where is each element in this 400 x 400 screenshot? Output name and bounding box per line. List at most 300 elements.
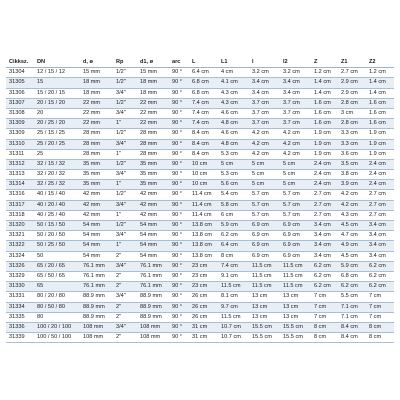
- table-cell-l2: 5.7 cm: [283, 201, 300, 208]
- table-cell-cikksz: 31320: [9, 222, 25, 228]
- table-cell-z2: 3.4 cm: [369, 232, 386, 239]
- table-cell-l2: 15.5 cm: [283, 334, 303, 341]
- table-cell-d-dia: 22 mm: [83, 109, 101, 116]
- table-cell-l-small: 15.5 cm: [252, 334, 272, 341]
- table-row: [6, 108, 394, 118]
- table-cell-d-dia: 54 mm: [83, 242, 101, 249]
- table-cell-l-small: 4.2 cm: [252, 150, 269, 157]
- table-cell-d1-dia: 76.1 mm: [140, 283, 162, 290]
- table-cell-rp: 2": [116, 252, 122, 259]
- table-cell-z: 3.4 cm: [314, 242, 331, 249]
- table-cell-z1: 4.5 cm: [341, 222, 358, 228]
- table-cell-l1: 9.7 cm: [221, 303, 238, 310]
- table-cell-dn: 25: [37, 150, 44, 157]
- column-header-l-small: l: [249, 58, 280, 68]
- table-cell-l1: 4 cm: [221, 69, 234, 76]
- table-cell-cikksz: 31310: [9, 140, 25, 147]
- table-cell-l: 13.8 cm: [192, 222, 212, 228]
- table-cell-l2: 13 cm: [283, 313, 299, 320]
- table-cell-z1: 2.8 cm: [341, 99, 358, 106]
- column-header-arc: arc: [169, 58, 189, 68]
- table-cell-l1: 9.1 cm: [221, 272, 238, 279]
- table-cell-dn: 65 / 20 / 65: [37, 262, 65, 269]
- table-cell-l: 31 cm: [192, 334, 208, 341]
- table-cell-dn: 15: [37, 79, 44, 86]
- table-cell-rp: 3/4": [116, 232, 126, 239]
- table-cell-l2: 5.7 cm: [283, 211, 300, 218]
- table-cell-z: 1.9 cm: [314, 130, 331, 137]
- table-cell-rp: 3/4": [116, 109, 126, 116]
- table-cell-z1: 2.9 cm: [341, 89, 358, 96]
- table-cell-rp: 3/4": [116, 89, 126, 96]
- table-cell-d1-dia: 54 mm: [140, 252, 158, 259]
- table-cell-arc: 90 °: [172, 242, 183, 249]
- table-cell-l2: 3.4 cm: [283, 79, 300, 86]
- table-cell-d-dia: 35 mm: [83, 181, 101, 188]
- table-cell-l1: 5.3 cm: [221, 171, 238, 178]
- table-cell-l-small: 6.9 cm: [252, 232, 269, 239]
- table-cell-cikksz: 31307: [9, 99, 25, 106]
- column-header-dn: DN: [34, 58, 80, 68]
- table-cell-z1: 7.1 cm: [341, 303, 358, 310]
- table-cell-arc: 90 °: [172, 130, 183, 137]
- table-cell-rp: 1/2": [116, 160, 126, 167]
- table-cell-z2: 2.4 cm: [369, 160, 386, 167]
- table-cell-z1: 5.5 cm: [341, 293, 358, 300]
- table-row: [6, 282, 394, 292]
- table-cell-rp: 1": [116, 211, 122, 218]
- table-row: [6, 261, 394, 271]
- table-cell-z1: 3.6 cm: [341, 150, 358, 157]
- table-cell-l2: 3.7 cm: [283, 109, 300, 116]
- table-cell-rp: 2": [116, 313, 122, 320]
- fitting-dimensions-table: [6, 58, 394, 343]
- table-cell-l1: 8.1 cm: [221, 293, 238, 300]
- table-cell-l-small: 4.2 cm: [252, 130, 269, 137]
- table-cell-l1: 11.5 cm: [221, 313, 241, 320]
- table-cell-cikksz: 31312: [9, 160, 25, 167]
- table-row: [6, 119, 394, 129]
- table-cell-z1: 4.2 cm: [341, 201, 358, 208]
- table-cell-l: 10 cm: [192, 160, 208, 167]
- table-cell-dn: 20: [37, 109, 44, 116]
- table-cell-l: 26 cm: [192, 313, 208, 320]
- table-cell-l: 11.4 cm: [192, 191, 212, 198]
- table-cell-l-small: 11.5 cm: [252, 262, 272, 269]
- table-cell-z2: 1.6 cm: [369, 99, 386, 106]
- table-cell-d-dia: 28 mm: [83, 140, 101, 147]
- table-cell-l-small: 3.2 cm: [252, 69, 269, 76]
- table-cell-dn: 12 / 15 / 12: [37, 69, 65, 76]
- column-header-l1: L1: [218, 58, 249, 68]
- table-cell-arc: 90 °: [172, 293, 183, 300]
- table-cell-l2: 11.5 cm: [283, 272, 303, 279]
- table-cell-l: 6.4 cm: [192, 69, 209, 76]
- table-cell-cikksz: 31316: [9, 191, 25, 198]
- table-cell-d-dia: 15 mm: [83, 69, 101, 76]
- table-cell-z: 1.2 cm: [314, 69, 331, 76]
- table-cell-z1: 5.9 cm: [341, 262, 358, 269]
- table-row: [6, 210, 394, 220]
- table-cell-l: 8.4 cm: [192, 130, 209, 137]
- table-cell-d-dia: 35 mm: [83, 171, 101, 178]
- table-cell-l1: 8 cm: [221, 252, 234, 259]
- table-cell-l: 23 cm: [192, 262, 208, 269]
- table-cell-z1: 8.4 cm: [341, 323, 358, 330]
- table-cell-z: 1.6 cm: [314, 109, 331, 116]
- table-cell-l1: 4.3 cm: [221, 99, 238, 106]
- table-cell-dn: 50 / 20 / 50: [37, 232, 65, 239]
- table-cell-l-small: 11.5 cm: [252, 283, 272, 290]
- table-cell-z2: 2.7 cm: [369, 191, 386, 198]
- table-cell-z: 7 cm: [314, 293, 327, 300]
- table-cell-d1-dia: 88.9 mm: [140, 293, 162, 300]
- table-cell-cikksz: 31317: [9, 201, 25, 208]
- table-cell-l: 6.8 cm: [192, 89, 209, 96]
- table-cell-l-small: 6.9 cm: [252, 252, 269, 259]
- table-cell-l2: 15.5 cm: [283, 323, 303, 330]
- table-cell-l1: 4.6 cm: [221, 109, 238, 116]
- table-cell-d1-dia: 18 mm: [140, 79, 158, 86]
- table-cell-l1: 5.4 cm: [221, 191, 238, 198]
- table-cell-arc: 90 °: [172, 323, 183, 330]
- table-cell-d-dia: 18 mm: [83, 89, 101, 96]
- table-cell-l-small: 3.7 cm: [252, 109, 269, 116]
- table-cell-z2: 8 cm: [369, 334, 382, 341]
- table-cell-arc: 90 °: [172, 232, 183, 239]
- column-header-cikksz: Cikksz.: [6, 58, 34, 68]
- table-cell-d-dia: 88.9 mm: [83, 313, 105, 320]
- table-cell-l-small: 5 cm: [252, 181, 265, 188]
- table-cell-l: 13.8 cm: [192, 252, 212, 259]
- table-cell-l1: 4.1 cm: [221, 79, 238, 86]
- table-cell-l1: 4.8 cm: [221, 120, 238, 127]
- table-cell-rp: 1": [116, 242, 122, 249]
- table-cell-l2: 5 cm: [283, 171, 296, 178]
- table-cell-cikksz: 31308: [9, 109, 25, 116]
- table-cell-cikksz: 31322: [9, 242, 25, 249]
- table-cell-dn: 40 / 25 / 40: [37, 211, 65, 218]
- table-cell-cikksz: 31339: [9, 334, 25, 341]
- table-cell-l-small: 13 cm: [252, 303, 268, 310]
- table-cell-cikksz: 31309: [9, 120, 25, 127]
- table-row: [6, 180, 394, 190]
- table-cell-cikksz: 31335: [9, 313, 25, 320]
- table-cell-arc: 90 °: [172, 211, 183, 218]
- table-cell-arc: 90 °: [172, 140, 183, 147]
- table-cell-arc: 90 °: [172, 150, 183, 157]
- table-row: [6, 271, 394, 281]
- table-cell-l: 13.8 cm: [192, 242, 212, 249]
- table-cell-d-dia: 22 mm: [83, 99, 101, 106]
- table-cell-z2: 3.4 cm: [369, 222, 386, 228]
- table-cell-rp: 1/2": [116, 222, 126, 228]
- table-cell-d-dia: 76.1 mm: [83, 262, 105, 269]
- table-cell-l1: 11.5 cm: [221, 283, 241, 290]
- column-header-l2: l2: [280, 58, 311, 68]
- table-cell-z: 2.4 cm: [314, 171, 331, 178]
- table-cell-z: 6.2 cm: [314, 272, 331, 279]
- table-cell-l2: 3.7 cm: [283, 99, 300, 106]
- table-cell-d-dia: 54 mm: [83, 252, 101, 259]
- table-cell-z1: 7.1 cm: [341, 313, 358, 320]
- table-cell-d1-dia: 18 mm: [140, 89, 158, 96]
- table-cell-l: 7.4 cm: [192, 99, 209, 106]
- table-cell-d-dia: 76.1 mm: [83, 283, 105, 290]
- table-cell-z2: 6.2 cm: [369, 283, 386, 290]
- table-cell-d-dia: 54 mm: [83, 222, 101, 228]
- table-cell-l-small: 5.7 cm: [252, 201, 269, 208]
- table-cell-dn: 20 / 25 / 20: [37, 120, 65, 127]
- table-header-row: [6, 58, 394, 68]
- table-row: [6, 251, 394, 261]
- table-cell-z: 1.4 cm: [314, 79, 331, 86]
- table-cell-l1: 5.6 cm: [221, 181, 238, 188]
- table-cell-d-dia: 42 mm: [83, 211, 101, 218]
- table-cell-d1-dia: 22 mm: [140, 109, 158, 116]
- table-cell-dn: 80 / 20 / 80: [37, 293, 65, 300]
- table-cell-z: 3.4 cm: [314, 222, 331, 228]
- table-cell-rp: 2": [116, 334, 122, 341]
- table-cell-l: 11.4 cm: [192, 201, 212, 208]
- table-cell-z: 6.2 cm: [314, 283, 331, 290]
- table-cell-rp: 1/2": [116, 99, 126, 106]
- table-cell-z1: 3.5 cm: [341, 160, 358, 167]
- table-cell-dn: 32 / 20 / 32: [37, 171, 65, 178]
- table-cell-l: 10 cm: [192, 181, 208, 188]
- table-cell-rp: 3/4": [116, 171, 126, 178]
- table-cell-arc: 90 °: [172, 109, 183, 116]
- table-cell-d-dia: 54 mm: [83, 232, 101, 239]
- table-cell-z: 7 cm: [314, 303, 327, 310]
- table-cell-z1: 3 cm: [341, 109, 354, 116]
- table-cell-l2: 3.4 cm: [283, 89, 300, 96]
- table-cell-l2: 3.7 cm: [283, 120, 300, 127]
- table-cell-z2: 2.4 cm: [369, 181, 386, 188]
- table-cell-arc: 90 °: [172, 303, 183, 310]
- table-cell-z: 1.6 cm: [314, 99, 331, 106]
- table-row: [6, 312, 394, 322]
- table-cell-rp: 3/4": [116, 293, 126, 300]
- table-cell-z: 2.7 cm: [314, 191, 331, 198]
- table-cell-l-small: 3.7 cm: [252, 99, 269, 106]
- table-cell-z2: 1.6 cm: [369, 109, 386, 116]
- table-cell-d-dia: 88.9 mm: [83, 293, 105, 300]
- table-cell-d-dia: 22 mm: [83, 120, 101, 127]
- table-cell-d1-dia: 35 mm: [140, 181, 158, 188]
- table-cell-z1: 2.7 cm: [341, 69, 358, 76]
- table-cell-rp: 1/2": [116, 69, 126, 76]
- table-cell-z: 2.4 cm: [314, 160, 331, 167]
- table-cell-l2: 11.5 cm: [283, 262, 303, 269]
- table-cell-z1: 3.3 cm: [341, 130, 358, 137]
- table-row: [6, 149, 394, 159]
- table-cell-z2: 7 cm: [369, 293, 382, 300]
- table-cell-cikksz: 31329: [9, 272, 25, 279]
- table-cell-l: 8.4 cm: [192, 150, 209, 157]
- column-header-rp: Rp: [113, 58, 137, 68]
- table-cell-dn: 65: [37, 283, 44, 290]
- table-cell-z: 6.2 cm: [314, 262, 331, 269]
- table-cell-cikksz: 31318: [9, 211, 25, 218]
- table-cell-z: 8 cm: [314, 323, 327, 330]
- table-cell-arc: 90 °: [172, 191, 183, 198]
- table-cell-dn: 20 / 15 / 20: [37, 99, 65, 106]
- table-cell-z2: 6.2 cm: [369, 262, 386, 269]
- table-cell-d-dia: 108 mm: [83, 334, 104, 341]
- column-header-z2: Z2: [366, 58, 394, 68]
- table-row: [6, 159, 394, 169]
- table-cell-d-dia: 88.9 mm: [83, 303, 105, 310]
- table-cell-rp: 1/2": [116, 191, 126, 198]
- table-cell-l1: 4.3 cm: [221, 89, 238, 96]
- table-cell-cikksz: 31326: [9, 262, 25, 269]
- table-cell-d1-dia: 88.9 mm: [140, 313, 162, 320]
- table-cell-d1-dia: 28 mm: [140, 140, 158, 147]
- table-cell-l: 23 cm: [192, 283, 208, 290]
- table-cell-l-small: 5 cm: [252, 160, 265, 167]
- table-row: [6, 302, 394, 312]
- table-cell-z2: 1.9 cm: [369, 130, 386, 137]
- table-cell-z1: 3.9 cm: [341, 181, 358, 188]
- column-header-l: L: [189, 58, 218, 68]
- table-cell-arc: 90 °: [172, 120, 183, 127]
- table-cell-d1-dia: 88.9 mm: [140, 303, 162, 310]
- table-cell-dn: 80: [37, 313, 44, 320]
- table-cell-arc: 90 °: [172, 334, 183, 341]
- table-cell-z: 2.7 cm: [314, 201, 331, 208]
- table-cell-dn: 100 / 50 / 100: [37, 334, 72, 341]
- table-cell-d-dia: 18 mm: [83, 79, 101, 86]
- table-cell-rp: 1": [116, 181, 122, 188]
- table-cell-d1-dia: 54 mm: [140, 232, 158, 239]
- table-cell-cikksz: 31331: [9, 293, 25, 300]
- table-cell-d1-dia: 54 mm: [140, 222, 158, 228]
- table-cell-rp: 3/4": [116, 262, 126, 269]
- table-cell-l: 23 cm: [192, 272, 208, 279]
- table-cell-l-small: 3.4 cm: [252, 79, 269, 86]
- table-cell-l-small: 3.4 cm: [252, 89, 269, 96]
- table-row: [6, 322, 394, 332]
- table-cell-z2: 3.4 cm: [369, 242, 386, 249]
- table-cell-z2: 1.6 cm: [369, 120, 386, 127]
- table-cell-d1-dia: 28 mm: [140, 150, 158, 157]
- table-row: [6, 170, 394, 180]
- table-cell-l2: 13 cm: [283, 293, 299, 300]
- table-cell-dn: 15 / 20 / 15: [37, 89, 65, 96]
- table-cell-cikksz: 31324: [9, 252, 25, 259]
- table-cell-arc: 90 °: [172, 272, 183, 279]
- table-cell-dn: 32 / 15 / 32: [37, 160, 65, 167]
- table-cell-cikksz: 31304: [9, 69, 25, 76]
- table-row: [6, 68, 394, 78]
- table-cell-z: 3.4 cm: [314, 232, 331, 239]
- table-row: [6, 190, 394, 200]
- table-cell-l-small: 6.9 cm: [252, 222, 269, 228]
- table-cell-cikksz: 31336: [9, 323, 25, 330]
- table-cell-d-dia: 28 mm: [83, 150, 101, 157]
- table-cell-cikksz: 31313: [9, 171, 25, 178]
- table-cell-d1-dia: 42 mm: [140, 201, 158, 208]
- table-cell-cikksz: 31305: [9, 79, 25, 86]
- table-cell-l1: 7.4 cm: [221, 262, 238, 269]
- table-cell-z1: 6.2 cm: [341, 283, 358, 290]
- table-cell-l: 7.4 cm: [192, 109, 209, 116]
- table-cell-l: 31 cm: [192, 323, 208, 330]
- table-cell-z: 8 cm: [314, 334, 327, 341]
- table-row: [6, 78, 394, 88]
- table-cell-dn: 65 / 50 / 65: [37, 272, 65, 279]
- table-cell-d1-dia: 22 mm: [140, 99, 158, 106]
- table-cell-d1-dia: 76.1 mm: [140, 262, 162, 269]
- table-row: [6, 98, 394, 108]
- table-cell-dn: 40 / 20 / 40: [37, 201, 65, 208]
- table-cell-l2: 4.2 cm: [283, 130, 300, 137]
- table-cell-z1: 8.4 cm: [341, 334, 358, 341]
- table-cell-z2: 1.2 cm: [369, 69, 386, 76]
- table-cell-l-small: 6.9 cm: [252, 242, 269, 249]
- table-cell-l2: 4.2 cm: [283, 140, 300, 147]
- table-cell-arc: 90 °: [172, 222, 183, 228]
- column-header-d1-dia: d1, ø: [137, 58, 169, 68]
- table-cell-z2: 2.4 cm: [369, 171, 386, 178]
- table-cell-z2: 1.4 cm: [369, 79, 386, 86]
- table-row: [6, 333, 394, 343]
- table-cell-cikksz: 31334: [9, 303, 25, 310]
- table-cell-l1: 5.9 cm: [221, 222, 238, 228]
- table-cell-rp: 1": [116, 150, 122, 157]
- table-row: [6, 231, 394, 241]
- table-cell-d1-dia: 108 mm: [140, 334, 161, 341]
- table-cell-d1-dia: 15 mm: [140, 69, 158, 76]
- table-cell-l1: 6 cm: [221, 211, 234, 218]
- table-cell-d1-dia: 76.1 mm: [140, 272, 162, 279]
- table-cell-arc: 90 °: [172, 283, 183, 290]
- table-cell-l1: 4.8 cm: [221, 140, 238, 147]
- table-cell-d-dia: 28 mm: [83, 130, 101, 137]
- table-cell-dn: 32 / 25 / 32: [37, 181, 65, 188]
- table-cell-l-small: 3.7 cm: [252, 120, 269, 127]
- table-cell-z2: 1.9 cm: [369, 140, 386, 147]
- table-cell-l2: 13 cm: [283, 303, 299, 310]
- table-cell-z1: 4.2 cm: [341, 191, 358, 198]
- table-cell-dn: 80 / 50 / 80: [37, 303, 65, 310]
- table-cell-z2: 2.7 cm: [369, 211, 386, 218]
- table-cell-l1: 5.3 cm: [221, 150, 238, 157]
- table-cell-cikksz: 31314: [9, 181, 25, 188]
- table-cell-z: 3.4 cm: [314, 252, 331, 259]
- table-cell-d1-dia: 54 mm: [140, 242, 158, 249]
- table-cell-z2: 3.4 cm: [369, 252, 386, 259]
- table-cell-l: 26 cm: [192, 293, 208, 300]
- table-cell-l1: 10.7 cm: [221, 323, 241, 330]
- table-cell-l2: 5 cm: [283, 160, 296, 167]
- table-cell-l2: 4.2 cm: [283, 150, 300, 157]
- table-cell-rp: 2": [116, 283, 122, 290]
- table-row: [6, 88, 394, 98]
- table-cell-d1-dia: 28 mm: [140, 130, 158, 137]
- table-cell-l2: 5.7 cm: [283, 191, 300, 198]
- table-cell-d1-dia: 35 mm: [140, 171, 158, 178]
- table-cell-l-small: 5 cm: [252, 171, 265, 178]
- table-cell-arc: 90 °: [172, 99, 183, 106]
- table-cell-l: 6.8 cm: [192, 79, 209, 86]
- table-cell-l2: 3.2 cm: [283, 69, 300, 76]
- table-cell-dn: 100 / 20 / 100: [37, 323, 72, 330]
- table-cell-l1: 6.2 cm: [221, 232, 238, 239]
- table-cell-l-small: 15.5 cm: [252, 323, 272, 330]
- table-cell-arc: 90 °: [172, 313, 183, 320]
